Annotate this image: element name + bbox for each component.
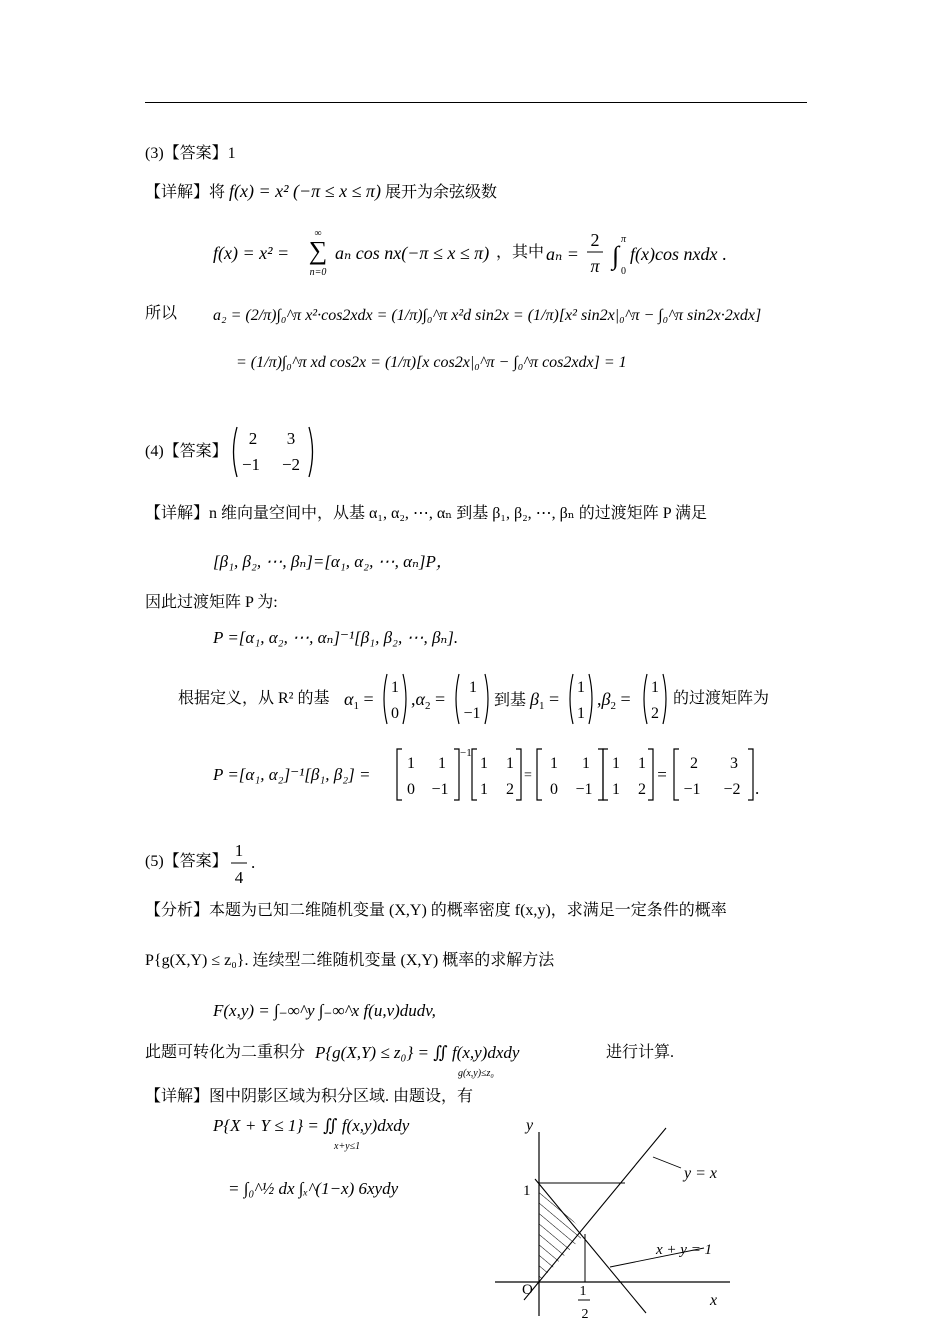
q4-mb2-10: 1 bbox=[612, 781, 620, 798]
q5-cdf-text: F(x,y) = ∫₋∞^y ∫₋∞^x f(u,v)dudv, bbox=[213, 1001, 436, 1020]
q3-series-term-text: aₙ cos nx(−π ≤ x ≤ π) bbox=[335, 243, 490, 263]
q4-mb-10: 1 bbox=[480, 781, 488, 798]
q5-convert-formula bbox=[315, 1042, 519, 1065]
q4-minv-11: −1 bbox=[431, 781, 449, 798]
q4-beta1-1: 1 bbox=[577, 705, 585, 722]
region-graph bbox=[490, 1110, 750, 1335]
q4-beta2-0: 1 bbox=[651, 679, 659, 696]
q4-answer-matrix bbox=[229, 424, 317, 480]
q4-mres-11: −2 bbox=[723, 781, 741, 798]
q4-alpha1-0: 1 bbox=[391, 679, 399, 696]
header-rule bbox=[145, 102, 807, 103]
q4-minv-10: 0 bbox=[407, 781, 415, 798]
q3-series-lhs bbox=[213, 242, 289, 266]
q5-prob-line2 bbox=[228, 1178, 398, 1201]
q5-answer-fraction bbox=[229, 838, 259, 888]
tick-y-1: 1 bbox=[523, 1183, 531, 1199]
q3-answer-label: (3)【答案】1 bbox=[145, 145, 236, 162]
q4-ans-m10: −1 bbox=[241, 455, 261, 474]
q3-coef-rhs-text: f(x)cos nxdx bbox=[630, 244, 718, 264]
svg-text:∑: ∑ bbox=[308, 236, 328, 265]
q4-mres-10: −1 bbox=[683, 781, 701, 798]
q5-convert-suffix: 进行计算. bbox=[606, 1044, 675, 1061]
q4-minv2-00: 1 bbox=[550, 755, 558, 772]
svg-text:=: = bbox=[524, 768, 532, 783]
q4-mb-01: 1 bbox=[506, 755, 514, 772]
q5-cdf bbox=[213, 1000, 436, 1023]
q4-p-formula-text: P =[α₁, α₂, ⋯, αₙ]⁻¹[β₁, β₂, ⋯, βₙ]. bbox=[213, 628, 459, 647]
q3-coef-rhs: f(x)cos nxdx . bbox=[630, 244, 727, 264]
q5-prob-lhs-text: P{X + Y ≤ 1} = ∬ f(x,y)dxdy bbox=[213, 1116, 410, 1135]
q4-to-basis: 到基 $\beta_1$ = bbox=[494, 689, 560, 713]
q4-mres-00: 2 bbox=[690, 755, 698, 772]
q4-alpha1-1: 0 bbox=[391, 705, 399, 722]
q4-beta2-vector bbox=[640, 672, 670, 726]
q5-prob-line2-text: = ∫₀^½ dx ∫ₓ^(1−x) 6xydy bbox=[228, 1179, 399, 1198]
svg-text:=: = bbox=[657, 765, 667, 784]
q4-relation-text: [β₁, β₂, ⋯, βₙ]=[α₁, α₂, ⋯, αₙ]P， bbox=[213, 552, 453, 571]
q4-def-prefix: 根据定义，从 R² 的基 bbox=[178, 690, 330, 707]
q4-beta1-vector bbox=[566, 672, 596, 726]
q4-ans-m01: 3 bbox=[286, 429, 296, 448]
q3-detail-func: f(x) = x² (−π ≤ x ≤ π) bbox=[229, 181, 381, 201]
q5-answer-den: 4 bbox=[234, 868, 244, 887]
q4-calc-lhs bbox=[213, 764, 370, 787]
q3-detail-prefix: 【详解】将 bbox=[145, 184, 226, 201]
q4-beta1-0: 1 bbox=[577, 679, 585, 696]
label-x-plus-y-eq-1: x + y = 1 bbox=[656, 1242, 713, 1258]
svg-text:π: π bbox=[621, 234, 627, 245]
svg-text:.: . bbox=[755, 779, 760, 798]
q4-beta2-1: 2 bbox=[651, 705, 659, 722]
q3-series-where: ，其中 bbox=[496, 244, 545, 261]
q5-answer-label: (5)【答案】 bbox=[145, 853, 228, 870]
q5-convert-prefix: 此题可转化为二重积分 bbox=[145, 1044, 306, 1061]
q5-analysis-line2: P{g(X,Y) ≤ z₀}. 连续型二维随机变量 (X,Y) 概率的求解方法 bbox=[145, 952, 555, 969]
q4-minv2-11: −1 bbox=[575, 781, 593, 798]
q4-alpha2-1: −1 bbox=[463, 705, 481, 722]
origin-label: O bbox=[522, 1282, 533, 1298]
x-axis-label: x bbox=[710, 1292, 718, 1309]
q3-coef-lhs bbox=[546, 243, 579, 267]
q4-mb-11: 2 bbox=[506, 781, 514, 798]
q4-def-suffix: 的过渡矩阵为 bbox=[673, 690, 770, 707]
q4-therefore: 因此过渡矩阵 P 为: bbox=[145, 594, 278, 611]
svg-text:0: 0 bbox=[621, 266, 626, 277]
q3-a2-line2-text: = (1/π)∫₀^π xd cos2x = (1/π)[x cos2x|₀^π − ∫₀^π cos2xdx] = 1 bbox=[236, 354, 627, 371]
q4-mb2-00: 1 bbox=[612, 755, 620, 772]
q3-a2-line1 bbox=[213, 305, 761, 327]
q4-alpha1-vector bbox=[380, 672, 410, 726]
label-y-eq-x: y = x bbox=[684, 1165, 717, 1182]
shaded-region bbox=[539, 1183, 585, 1282]
q4-alpha2-0: 1 bbox=[469, 679, 477, 696]
svg-text:n=0: n=0 bbox=[309, 267, 327, 278]
q5-prob-lhs bbox=[213, 1115, 409, 1138]
q4-calc-matrices bbox=[394, 744, 774, 804]
q4-mb2-01: 1 bbox=[638, 755, 646, 772]
q4-detail: 【详解】n 维向量空间中，从基 α₁, α₂, ⋯, αₙ 到基 β₁, β₂, ⋯, βₙ 的过渡矩阵 P 满足 bbox=[145, 505, 708, 522]
q3-so-label: 所以 bbox=[145, 305, 178, 322]
q5-prob-sub: x+y≤1 bbox=[334, 1141, 361, 1152]
q4-minv-01: 1 bbox=[438, 755, 446, 772]
q3-detail bbox=[145, 180, 497, 204]
q4-minv2-10: 0 bbox=[550, 781, 558, 798]
svg-text:π: π bbox=[590, 256, 600, 276]
q5-convert-sub: g(x,y)≤z₀ bbox=[458, 1068, 494, 1079]
q3-series-term bbox=[335, 242, 489, 266]
tick-x-half-den: 2 bbox=[581, 1307, 589, 1322]
q4-alpha2-label: $,\alpha_2$ = bbox=[411, 689, 446, 713]
q4-p-formula bbox=[213, 627, 458, 650]
q4-mb-00: 1 bbox=[480, 755, 488, 772]
svg-text:−1: −1 bbox=[460, 747, 472, 759]
q3-a2-line1-text: a₂ = (2/π)∫₀^π x²·cos2xdx = (1/π)∫₀^π x²d sin2x = (1/π)[x² sin2x|₀^π − ∫₀^π sin2x·2xdx] bbox=[213, 307, 762, 324]
y-axis-label: y bbox=[526, 1117, 534, 1134]
sum-symbol bbox=[303, 226, 333, 278]
q5-convert-formula-text: P{g(X,Y) ≤ z₀} = ∬ f(x,y)dxdy bbox=[315, 1043, 520, 1062]
svg-text:2: 2 bbox=[590, 230, 600, 250]
q4-mres-01: 3 bbox=[730, 755, 738, 772]
q3-coef-lhs-text: aₙ = bbox=[546, 244, 579, 264]
q4-beta2-label: $,\beta_2$ = bbox=[597, 689, 631, 713]
q4-minv-00: 1 bbox=[407, 755, 415, 772]
q5-detail: 【详解】图中阴影区域为积分区域. 由题设，有 bbox=[145, 1088, 474, 1105]
q4-calc-lhs-text: P =[α₁, α₂]⁻¹[β₁, β₂] = bbox=[213, 765, 371, 784]
q3-detail-suffix: 展开为余弦级数 bbox=[384, 184, 497, 201]
q4-ans-m00: 2 bbox=[248, 429, 258, 448]
svg-text:∫: ∫ bbox=[612, 241, 620, 270]
q4-answer-label: (4)【答案】 bbox=[145, 443, 228, 460]
q5-analysis-line1: 【分析】本题为已知二维随机变量 (X,Y) 的概率密度 f(x,y)，求满足一定条件的概率 bbox=[145, 902, 727, 919]
q5-answer-num: 1 bbox=[234, 841, 244, 860]
svg-text:.: . bbox=[251, 853, 256, 872]
q4-ans-m11: −2 bbox=[281, 455, 301, 474]
q3-a2-line2 bbox=[236, 352, 627, 374]
q4-minv2-01: 1 bbox=[582, 755, 590, 772]
q4-alpha2-vector bbox=[452, 672, 492, 726]
q4-mb2-11: 2 bbox=[638, 781, 646, 798]
q4-to-basis-text: 到基 bbox=[494, 692, 527, 709]
tick-x-half-num: 1 bbox=[579, 1284, 587, 1299]
q3-series-lhs-text: f(x) = x² = bbox=[213, 243, 290, 263]
svg-text:∞: ∞ bbox=[314, 228, 322, 239]
q3-coef-fraction bbox=[586, 228, 632, 280]
q4-alpha1-label: $\alpha_1$ = bbox=[344, 689, 374, 713]
q4-relation bbox=[213, 551, 453, 574]
